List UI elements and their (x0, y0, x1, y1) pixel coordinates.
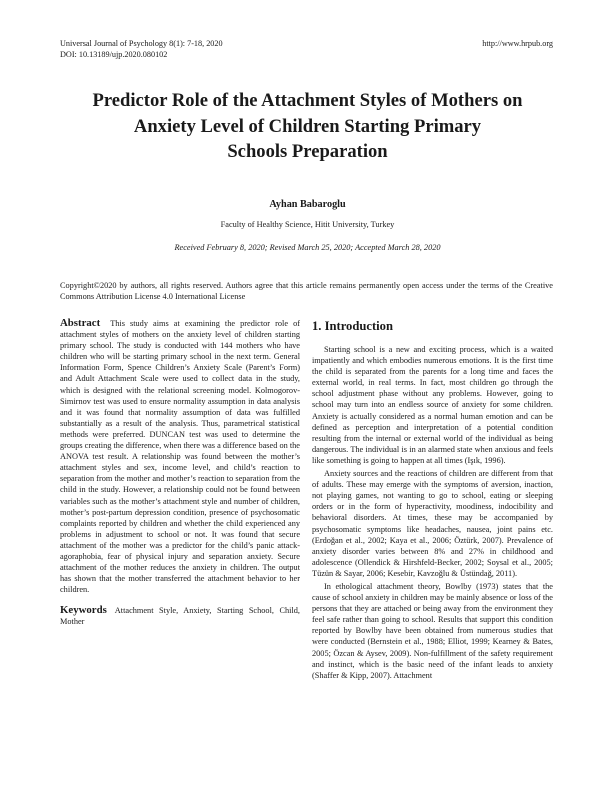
title-line: Anxiety Level of Children Starting Primary (133, 115, 482, 137)
copyright-notice: Copyright©2020 by authors, all rights reserved. Authors agree that this article remains permanently open access under the terms of the Creative Commons Attribution License 4.0 International License (60, 281, 553, 301)
paper-title (60, 88, 555, 165)
abstract (60, 318, 300, 595)
author-name: Ayhan Babaroglu (269, 199, 346, 210)
running-header (60, 38, 223, 60)
right-column (312, 318, 553, 683)
doi: DOI: 10.13189/ujp.2020.080102 (60, 50, 168, 59)
keywords (60, 605, 300, 627)
title-line: Schools Preparation (227, 141, 388, 162)
journal-citation: Universal Journal of Psychology 8(1): 7-18, 2020 (60, 39, 223, 48)
body-paragraph: Anxiety sources and the reactions of children are different from that of adults. These may emerge with the symptoms of aversion, inaction, not playing games, not wanting to go to school, eating or sleeping orders or in the form of hyperactivity, moodiness, indocibility and behavioral disorders. At times, these may be accompanied by psychosomatic symptoms like headaches, nausea, joint pains etc. (Erdoğan et al., 2002; Kaya et al., 2006; Öztürk, 2007). Prevalence of anxiety disorder varies between 8% and 27% in childhood and adolescence (Ollendick & Hirshfeld-Becker, 2002; Soysal et al., 2005; Tüzün & Sayar, 2006; Kesebir, Kavzoğlu & Üstündağ, 2011). (312, 469, 553, 578)
keywords-text: Attachment Style, Anxiety, Starting School, Child, Mother (60, 606, 300, 627)
submission-dates: Received February 8, 2020; Revised March 25, 2020; Accepted March 28, 2020 (174, 243, 441, 252)
keywords-label: Keywords (60, 604, 107, 617)
body-paragraph: Starting school is a new and exciting process, which is a waited impatiently and which embodies numerous emotions. It is the first time the child is separated from the parents for a long time and faces the external world, in real terms. In fact, most children go through the school adjustment phase without any problems. However, going to school may turn into an endless source of anxiety for some children. Anxiety is actually considered as a normal human emotion and can be defined as perception and interpretation of a potential condition resulting from the internal or external world of the individual as being dangerous. The individual is in an alarmed state when anxious and feels like something is going to happen at all times (Işık, 1996). (312, 345, 553, 465)
abstract-text: This study aims at examining the predictor role of attachment styles of mothers on the anxiety level of children starting primary school. The study is conducted with 144 mothers who have children who will be starting primary school in the next term. General Information Form, Spence Children’s Anxiety Scale (Parent’s Form) and Adult Attachment Scale were used to collect data in the study, which is designed with the relational screening model. Kolmogorov-Simirnov test was used to ensure normality assumption in data analysis and it was found that normality assumption of data was fulfilled substantially as a result of the analysis. Thus, parametrical statistical methods were preferred. DUNCAN test was used to determine the groups creating the difference, when there was a difference based on the ANOVA test result. A relationship was found between the mother’s attachment styles and sex, income level, and child’s reaction to separation from the mother and mother’s reaction to separation from the child in the study. However, a relationship could not be found between variables such as the mother’s attachment style and number of children, mother’s post-partum depression condition, presence of psychosomatic complaints reported by children and whether the child experienced any problems in adjustment to school or not. It was found that secure attachment of the mother was a predictor for the child’s panic attack-agoraphobia, fear of physical injury and separation anxiety. Secure attachment of the mother reduces the anxiety in children. The output has shown that the mother transferred the attachment behavior to her children. (60, 319, 300, 595)
title-line: Predictor Role of the Attachment Styles of Mothers on (92, 90, 523, 111)
body-paragraph: In ethological attachment theory, Bowlby (1973) states that the cause of school anxiety in children may be mainly absence or loss of the persons that they are attached or being away from the environment they feel safe rather than going to school. Results that support this condition reported by Bowlby have been obtained from numerous studies that were conducted (Bernstein et al., 1988; Elliot, 1999; Kearney & Bates, 2005; Özcan & Aysev, 2009). Non-fulfillment of the safety requirement and instinct, which is the basic need of the infant leads to anxiety (Shaffer & Kipp, 2007). Attachment (312, 581, 553, 680)
abstract-label: Abstract (60, 317, 101, 329)
left-column (60, 318, 300, 628)
journal-url[interactable]: http://www.hrpub.org (482, 39, 553, 48)
author-affiliation: Faculty of Healthy Science, Hitit University, Turkey (220, 220, 395, 229)
section-heading-introduction: 1. Introduction (312, 319, 393, 333)
